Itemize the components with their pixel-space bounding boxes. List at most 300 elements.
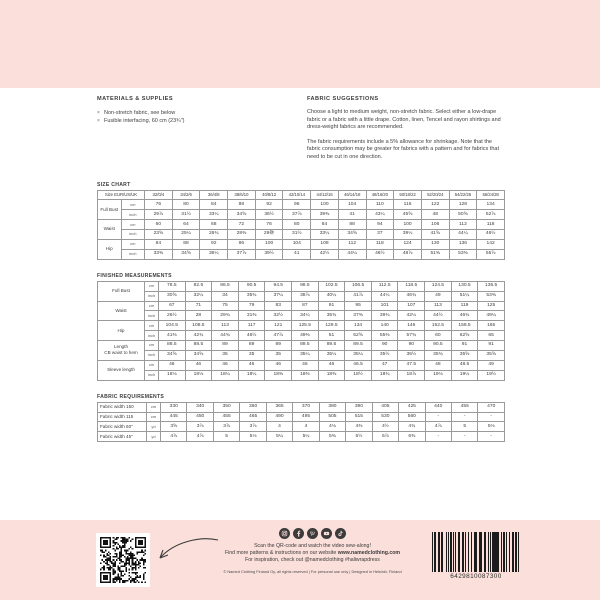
unit-cell: yd [147,432,161,442]
data-cell: 455 [451,402,477,412]
data-cell: 4 [293,422,319,432]
data-cell: 49⅜ [292,331,319,341]
data-cell: 5⅞ [372,432,398,442]
data-cell: 405 [372,402,398,412]
data-cell: 80 [172,200,200,210]
data-cell: 112 [449,220,477,230]
size-label-header: Size EUR/US/UK [98,190,145,200]
row-label: Waist [98,301,145,321]
data-cell: 35¼ [345,351,372,361]
table-row [98,301,505,311]
data-cell: 5 [213,432,239,442]
data-cell: 455 [213,412,239,422]
data-cell: 48 [425,360,452,370]
data-cell: 43¼ [366,210,394,220]
data-cell: 47.5 [398,360,425,370]
data-cell: 28⅜ [228,230,256,240]
size-header-cell: 48/16/20 [366,190,394,200]
data-cell: 41⅜ [159,331,186,341]
barcode-bar [519,532,520,572]
data-cell: 39¼ [394,230,422,240]
data-cell: 134 [345,321,372,331]
data-cell: 112.5 [371,281,398,291]
data-cell: 18⅛ [159,370,186,380]
data-cell: 104 [338,200,366,210]
table-row [98,240,505,250]
data-cell: 88 [172,240,200,250]
data-cell: 104.5 [159,321,186,331]
fabric-suggestions-title: FABRIC SUGGESTIONS [307,96,379,102]
fabric-requirements-table [97,402,505,443]
data-cell: 3⅝ [161,422,187,432]
footer-line-3: For inspiration, check out @namedclothing #haliwrapdress [245,557,380,564]
data-cell: 18⅜ [265,370,292,380]
data-cell: 47⅞ [265,331,292,341]
data-cell: 104 [283,240,311,250]
table-row [98,341,505,351]
data-cell: 29¾ [212,311,239,321]
fabric-suggestions-paragraph: Choose a light to medium weight, non-stretch fabric. Select either a low-drape fabric or a fabric with a little drape. Cotton, linen, Tencel and rayon shirtings and dress-weight fabrics are recommended. [307,109,501,131]
data-cell: 90.5 [238,281,265,291]
data-cell: 128 [449,200,477,210]
data-cell: 39¾ [371,311,398,321]
data-cell: 108 [311,240,339,250]
data-cell: 37⅞ [283,210,311,220]
data-cell: 4⅞ [425,422,451,432]
footer-line-2-prefix: Find more patterns & instructions on our website [224,549,338,556]
row-label: Hip [98,240,122,260]
unit-cell: inch [121,210,145,220]
materials-list [97,109,293,125]
data-cell: 505 [319,412,345,422]
data-cell: 46 [292,360,319,370]
data-cell: 32½ [265,311,292,321]
data-cell: 35¼ [318,351,345,361]
data-cell: 44¾ [212,331,239,341]
data-cell: 450 [187,412,213,422]
data-cell: 4⅛ [319,422,345,432]
data-cell: 46.5 [345,360,372,370]
size-header-cell: 36/4/8 [200,190,228,200]
size-header-cell: 32/0/4 [145,190,173,200]
data-cell: 89.5 [292,341,319,351]
website-link[interactable]: www.namedclothing.com [337,549,401,556]
data-cell: 34⅝ [228,210,256,220]
data-cell: 25¼ [172,230,200,240]
data-cell: 18¾ [371,370,398,380]
data-cell: 52⅝ [345,331,372,341]
data-cell: 19½ [478,370,505,380]
data-cell: 390 [346,402,372,412]
social-links [205,528,420,539]
fabric-suggestions-paragraph: The fabric requirements include a 5% allowance for shrinkage. Note that the fabric consumption may be greater for fabrics with a pattern and for fabrics that need to be cut in one direction. [307,138,499,160]
data-cell: 119 [451,301,478,311]
data-cell: 18⅜ [318,370,345,380]
data-cell: 84 [145,240,173,250]
data-cell: 136.5 [478,281,505,291]
data-cell: 35½ [398,351,425,361]
data-cell: 40¼ [318,291,345,301]
data-cell: 98.5 [292,281,319,291]
data-cell: 36¼ [200,249,228,259]
data-cell: 23⅝ [145,230,173,240]
data-cell: - [478,412,505,422]
size-header-cell: 50/18/22 [394,190,422,200]
data-cell: 90.5 [425,341,452,351]
row-label: Fabric width 60" [98,422,147,432]
data-cell: 76 [255,220,283,230]
data-cell: 44¼ [449,230,477,240]
data-cell: 41⅞ [345,291,372,301]
data-cell: 96 [228,240,256,250]
data-cell: 42¼ [398,311,425,321]
data-cell: 5⅜ [319,432,345,442]
data-cell: - [451,412,477,422]
data-cell: 51 [318,331,345,341]
table-row [98,291,505,301]
size-header-cell: 42/10/14 [283,190,311,200]
pinterest-icon[interactable] [307,528,318,539]
data-cell: 118 [366,240,394,250]
data-cell: 350 [213,402,239,412]
row-label: Full Bust [98,281,145,301]
data-cell: 122 [421,200,449,210]
data-cell: 34⅝ [159,351,186,361]
data-cell: 38⅞ [292,291,319,301]
data-cell: - [478,432,505,442]
data-cell: 3⅞ [187,422,213,432]
data-cell: 370 [293,402,319,412]
data-cell: 34⅝ [172,249,200,259]
data-cell: 88 [228,200,256,210]
data-cell: 34¼ [292,311,319,321]
row-label: Fabric width 115 [98,412,147,422]
data-cell: 5½ [346,432,372,442]
data-cell: 64 [172,220,200,230]
data-cell: 44½ [425,311,452,321]
data-cell: 36½ [255,210,283,220]
data-cell: 46 [238,360,265,370]
table-row [98,402,505,412]
data-cell: 42½ [311,249,339,259]
data-cell: 3⅞ [240,422,266,432]
data-cell: 107 [398,301,425,311]
data-cell: 53⅜ [478,291,505,301]
unit-cell: cm [121,240,145,250]
data-cell: 106 [421,220,449,230]
barcode-bars [432,532,520,572]
data-cell: 65 [478,331,505,341]
data-cell: 68 [200,220,228,230]
data-cell: 130 [421,240,449,250]
unit-cell: cm [145,301,159,311]
data-cell: 44¼ [371,291,398,301]
data-cell: 18⅛ [185,370,212,380]
data-cell: 18⅜ [292,370,319,380]
data-cell: 41⅝ [421,230,449,240]
data-cell: 4⅞ [187,432,213,442]
data-cell: 48 [421,210,449,220]
data-cell: 75 [212,301,239,311]
qr-code[interactable] [96,533,150,587]
data-cell: 83 [265,301,292,311]
row-label: Fabric width 150 [98,402,147,412]
data-cell: 46¾ [451,311,478,321]
data-cell: 29⅞ [145,210,173,220]
info-columns [97,96,505,169]
data-cell: 29砸 [255,230,283,240]
unit-cell: inch [145,370,159,380]
data-cell: 88.5 [159,341,186,351]
data-cell: 165 [478,321,505,331]
table-row [98,200,505,210]
unit-cell: cm [145,321,159,331]
data-cell: 55⅞ [477,249,505,259]
data-cell: 121 [265,321,292,331]
data-cell: 26½ [159,311,186,321]
unit-cell: cm [145,360,159,370]
data-cell: 124 [394,240,422,250]
data-cell: 18½ [345,370,372,380]
data-cell: 90 [371,341,398,351]
data-cell: 89 [265,341,292,351]
data-cell: 87 [292,301,319,311]
data-cell: 52⅞ [477,210,505,220]
data-cell: 4⅜ [346,422,372,432]
size-chart-table [97,190,505,260]
list-item: × Non-stretch fabric, see below [97,109,293,117]
data-cell: 26¾ [200,230,228,240]
size-header-cell: 56/24/28 [477,190,505,200]
data-cell: 60 [145,220,173,230]
data-cell: 100 [311,200,339,210]
data-cell: 50⅝ [449,210,477,220]
data-cell: 365 [266,402,292,412]
data-cell: 28 [185,311,212,321]
data-cell: 18¼ [238,370,265,380]
footer-line-2 [205,550,420,557]
data-cell: 88 [338,220,366,230]
data-cell: 49 [425,291,452,301]
data-cell: 118 [477,220,505,230]
footer-line-1: Scan the QR-code and watch the video sew-along! [254,542,371,549]
data-cell: 495 [293,412,319,422]
data-cell: 46½ [366,249,394,259]
data-cell: 560 [399,412,425,422]
data-cell: 90 [398,341,425,351]
data-cell: 125 [478,301,505,311]
data-cell: 67 [159,301,186,311]
data-cell: 92 [255,200,283,210]
data-cell: 41 [283,249,311,259]
data-cell: 108.5 [185,321,212,331]
data-cell: 37⅞ [228,249,256,259]
data-cell: 140 [371,321,398,331]
data-cell: - [425,412,451,422]
data-cell: 136 [449,240,477,250]
data-cell: 76 [145,200,173,210]
data-cell: 470 [478,402,505,412]
table-row [98,331,505,341]
data-cell: 440 [425,402,451,412]
unit-cell: yd [147,422,161,432]
table-row [98,432,505,442]
data-cell: 60 [425,331,452,341]
data-cell: 53⅜ [449,249,477,259]
data-cell: 91 [478,341,505,351]
unit-cell: cm [145,281,159,291]
data-cell: 34 [212,291,239,301]
data-cell: 5¼ [266,432,292,442]
data-cell: 35 [238,351,265,361]
data-cell: 91 [318,301,345,311]
data-cell: 46½ [477,230,505,240]
data-cell: 18⅞ [398,370,425,380]
finished-measurements-table [97,281,505,381]
data-cell: 113 [212,321,239,331]
data-cell: 100 [394,220,422,230]
data-cell: 5¼ [293,432,319,442]
size-header-cell: 52/20/24 [421,190,449,200]
data-cell: 360 [240,402,266,412]
size-header-cell: 44/12/16 [311,190,339,200]
table-row [98,249,505,259]
size-header-cell: 40/8/12 [255,190,283,200]
data-cell: 46 [212,360,239,370]
fabric-suggestions-column [307,96,505,169]
data-cell: 49 [478,360,505,370]
materials-column [97,96,293,169]
data-cell: 91 [451,341,478,351]
row-label: Full Bust [98,200,122,220]
data-cell: 110 [366,200,394,210]
data-cell: 46 [159,360,186,370]
data-cell: 33⅜ [145,249,173,259]
data-cell: 134 [477,200,505,210]
data-cell: 31½ [172,210,200,220]
size-chart-title: SIZE CHART [97,181,131,188]
data-cell: 46 [185,360,212,370]
barcode [432,532,520,580]
table-header-row [98,190,505,200]
qr-code-image [100,537,146,583]
unit-cell: cm [145,341,159,351]
table-row [98,321,505,331]
data-cell: 72 [228,220,256,230]
data-cell: 37⅜ [345,311,372,321]
data-cell: 102.5 [318,281,345,291]
facebook-icon[interactable] [293,528,304,539]
data-cell: 84 [311,220,339,230]
unit-cell: inch [145,331,159,341]
data-cell: 39½ [255,249,283,259]
data-cell: 35 [212,351,239,361]
data-cell: 100 [255,240,283,250]
data-cell: 380 [319,402,345,412]
data-cell: 37¼ [265,291,292,301]
data-cell: 125.5 [292,321,319,331]
size-header-cell: 54/22/26 [449,190,477,200]
data-cell: 5 [451,422,477,432]
barcode-number: 6429810087300 [450,573,502,580]
data-cell: 158.5 [451,321,478,331]
data-cell: 19⅛ [425,370,452,380]
data-cell: 18¼ [212,370,239,380]
data-cell: 46 [265,360,292,370]
data-cell: 117 [238,321,265,331]
table-row [98,370,505,380]
data-cell: 35¾ [425,351,452,361]
unit-cell: inch [145,291,159,301]
data-cell: 142 [477,240,505,250]
hero-pink-area [0,0,600,88]
instagram-icon[interactable] [279,528,290,539]
row-label: Sleeve length [98,360,145,380]
data-cell: 71 [185,301,212,311]
size-header-cell: 38/6/10 [228,190,256,200]
list-item: × Fusible interfacing, 60 cm (23¾") [97,117,293,125]
data-cell: 340 [187,402,213,412]
data-cell: 101 [371,301,398,311]
tiktok-icon[interactable] [335,528,346,539]
table-row [98,311,505,321]
data-cell: - [425,432,451,442]
data-cell: - [451,432,477,442]
table-row [98,360,505,370]
materials-title: MATERIALS & SUPPLIES [97,96,174,102]
data-cell: 35⅝ [478,351,505,361]
youtube-icon[interactable] [321,528,332,539]
unit-cell: cm [121,200,145,210]
data-cell: 35⅝ [451,351,478,361]
data-cell: 30⅝ [159,291,186,301]
row-label: Waist [98,220,122,240]
copyright-text: © Named Clothing Finland Oy, all rights reserved | For personal use only | Designed in Helsinki, Finland [223,568,402,574]
content-area [97,96,505,442]
row-label: Length CB waist to hem [98,341,145,361]
data-cell: 80 [283,220,311,230]
data-cell: 47 [371,360,398,370]
data-cell: 39⅜ [311,210,339,220]
table-row [98,281,505,291]
size-header-cell: 46/14/18 [338,190,366,200]
unit-cell: cm [147,402,161,412]
unit-cell: inch [145,311,159,321]
data-cell: 146 [398,321,425,331]
data-cell: 92 [200,240,228,250]
data-cell: 530 [372,412,398,422]
data-cell: 35½ [371,351,398,361]
data-cell: 3⅞ [213,422,239,432]
data-cell: 112 [338,240,366,250]
table-row [98,210,505,220]
data-cell: 44¼ [338,249,366,259]
row-label: Hip [98,321,145,341]
unit-cell: cm [147,412,161,422]
data-cell: 96 [283,200,311,210]
data-cell: 33¼ [311,230,339,240]
data-cell: 95 [345,301,372,311]
data-cell: 89 [212,341,239,351]
data-cell: 62⅝ [451,331,478,341]
data-cell: 94.5 [265,281,292,291]
data-cell: 31⅜ [238,311,265,321]
data-cell: 41 [338,210,366,220]
data-cell: 79 [238,301,265,311]
finished-measurements-title: FINISHED MEASUREMENTS [97,272,172,279]
data-cell: 37 [366,230,394,240]
data-cell: 42¾ [185,331,212,341]
